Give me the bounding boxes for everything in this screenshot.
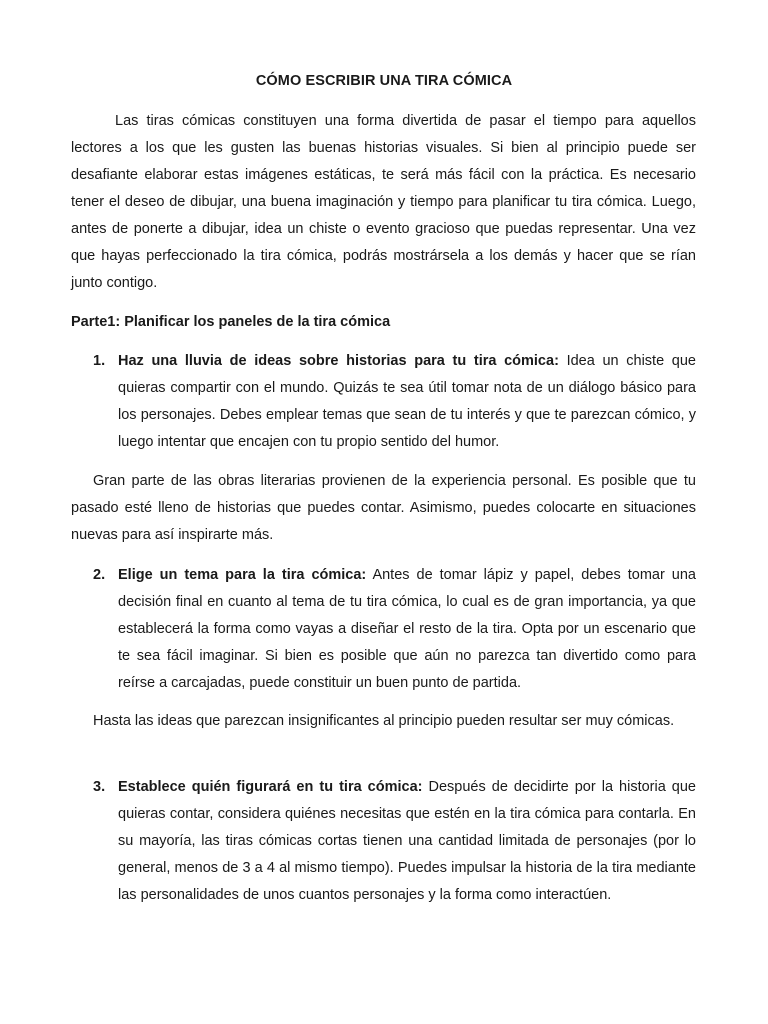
paragraph-between-2-3: Hasta las ideas que parezcan insignificantes al principio pueden resultar ser muy cómicas. — [93, 713, 675, 729]
list-item-lead: Establece quién figurará en tu tira cómica: — [118, 779, 423, 795]
section-heading: Parte1: Planificar los paneles de la tira cómica — [71, 314, 391, 330]
list-item-content — [118, 348, 696, 456]
list-item-number: 2. — [93, 567, 106, 583]
list-item-text: Después de decidirte por la historia que quieras contar, considera quiénes necesitas que estén en la tira cómica para contarla. En su mayoría, las tiras cómicas cortas tienen una cantidad limitada de personajes (por lo general, menos de 3 a 4 al mismo tiempo). Puedes impulsar la historia de la tira mediante las personalidades de unos cuantos personajes y la forma como interactúen. — [118, 779, 697, 903]
intro-paragraph: Las tiras cómicas constituyen una forma divertida de pasar el tiempo para aquellos lectores a los que les gusten las buenas historias visuales. Si bien al principio puede ser desafiante elaborar estas imágenes estáticas, te será más fácil con la práctica. Es necesario tener el deseo de dibujar, una buena imaginación y tiempo para planificar tu tira cómica. Luego, antes de ponerte a dibujar, idea un chiste o evento gracioso que puedas representar. Una vez que hayas perfeccionado la tira cómica, podrás mostrársela a los demás y hacer que se rían junto contigo. — [71, 113, 696, 291]
list-item-number: 1. — [93, 353, 106, 369]
list-item-text: Antes de tomar lápiz y papel, debes tomar una decisión final en cuanto al tema de tu tira cómica, lo cual es de gran importancia, ya que establecerá la forma como vayas a diseñar el resto de la tira. Opta por un escenario que te sea fácil imaginar. Si bien es posible que aún no parezca tan divertido como para reírse a carcajadas, puede constituir un buen punto de partida. — [118, 567, 696, 691]
list-item-content — [118, 774, 696, 909]
list-item-number: 3. — [93, 779, 106, 795]
list-item-1 — [71, 348, 696, 456]
list-item-lead: Haz una lluvia de ideas sobre historias para tu tira cómica: — [118, 353, 559, 369]
paragraph-between-1-2: Gran parte de las obras literarias provienen de la experiencia personal. Es posible que tu pasado esté lleno de historias que puedes contar. Asimismo, puedes colocarte en situaciones nuevas para así inspirarte más. — [71, 473, 696, 543]
document-title: CÓMO ESCRIBIR UNA TIRA CÓMICA — [255, 73, 513, 89]
list-item-content — [118, 562, 696, 697]
list-item-text: Idea un chiste que quieras compartir con el mundo. Quizás te sea útil tomar nota de un diálogo básico para los personajes. Debes emplear temas que sean de tu interés y que te parezcan cómico, y luego intentar que encajen con tu propio sentido del humor. — [118, 353, 696, 450]
list-item-3 — [71, 774, 696, 909]
list-item-lead: Elige un tema para la tira cómica: — [118, 567, 367, 583]
list-item-2 — [71, 562, 696, 697]
